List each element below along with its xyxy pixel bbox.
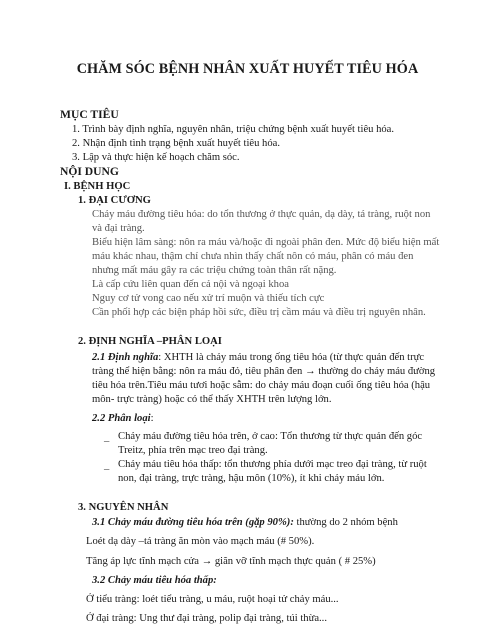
cause-line: Loét dạ dày –tá tràng ăn mòn vào mạch máu (# 50%). [86,536,315,547]
cause-line: Tăng áp lực tĩnh mạch cửa → giãn vỡ tĩnh mạch thực quản ( # 25%) [86,556,376,567]
cause-lower-label: 3.2 Chảy máu tiêu hóa thấp: [92,575,217,586]
dai-cuong-line: Chảy máu đường tiêu hóa: do tổn thương ở thực quản, dạ dày, tá tràng, ruột non [92,209,431,220]
heading-noi-dung: NỘI DUNG [60,165,119,178]
classification-heading [92,412,154,426]
subsection-nguyen-nhan: 3. NGUYÊN NHÂN [78,502,169,513]
classification-item-line: Chảy máu tiêu hóa thấp: tổn thương phía dưới mạc treo đại tràng, từ ruột [118,459,427,470]
dai-cuong-line: nhưng mất máu gây ra các triệu chứng toàn thân rất nặng. [92,265,337,276]
heading-muc-tieu: MỤC TIÊU [60,108,119,121]
classification-item-line: non, đại tràng, trực tràng, hậu môn (10%), ít khi chảy máu lớn. [118,473,385,484]
dai-cuong-line: Biểu hiện lâm sàng: nôn ra máu và/hoặc đi ngoài phân đen. Mức độ biểu hiện mất [92,237,440,248]
section-benh-hoc: I. BỆNH HỌC [64,181,131,192]
classification-colon: : [150,413,154,424]
definition-line: tràng thể hiện bằng: nôn ra máu đỏ, tiêu phân đen → thường do chảy máu đường [92,366,436,377]
classification-item-line: Treitz, phía trên mạc treo đại tràng. [118,445,268,456]
objective-item-1: 1. Trình bày định nghĩa, nguyên nhân, triệu chứng bệnh xuất huyết tiêu hóa. [72,124,395,135]
cause-line: Ở tiểu tràng: loét tiểu tràng, u máu, ruột hoại tử chảy máu... [86,594,339,605]
cause-upper-heading [92,516,398,530]
definition-line: môn- trực tràng) hoặc có thể thấy XHTH trên lượng lớn. [92,394,332,405]
document-title: CHĂM SÓC BỆNH NHÂN XUẤT HUYẾT TIÊU HÓA [76,61,419,77]
cause-line: Ở đại tràng: Ung thư đại tràng, polip đại tràng, túi thừa... [86,613,327,624]
classification-label: 2.2 Phân loại [92,413,151,424]
definition-label: 2.1 Định nghĩa [92,352,159,363]
dash-bullet: _ [104,460,110,471]
objective-item-2: 2. Nhận định tình trạng bệnh xuất huyết tiêu hóa. [72,138,281,149]
cause-upper-label: 3.1 Chảy máu đường tiêu hóa trên (gặp 90%): [92,517,294,528]
definition-line: tiêu hóa trên.Tiêu máu tươi hoặc sẫm: do chảy máu đoạn cuối ống tiêu hóa (hậu [92,380,431,391]
objective-item-3: 3. Lập và thực hiện kế hoạch chăm sóc. [72,152,240,163]
dai-cuong-line: Cần phối hợp các biện pháp hồi sức, điều trị cầm máu và điều trị nguyên nhân. [92,307,426,318]
dash-bullet: _ [104,432,110,443]
dai-cuong-line: Nguy cơ tử vong cao nếu xử trí muộn và thiếu tích cực [92,293,325,304]
dai-cuong-line: máu khác nhau, thậm chí chưa nhìn thấy chất nôn có máu, phân có máu đen [92,251,414,262]
dai-cuong-line: Là cấp cứu liên quan đến cả nội và ngoại khoa [92,279,289,290]
definition-text: : XHTH là chảy máu trong ống tiêu hóa (từ thực quản đến trực [158,352,425,363]
subsection-dai-cuong: 1. ĐẠI CƯƠNG [78,195,151,206]
cause-upper-text: thường do 2 nhóm bệnh [293,517,398,528]
classification-item-line: Chảy máu đường tiêu hóa trên, ở cao: Tổn thương từ thực quản đến góc [118,431,423,442]
subsection-dinh-nghia: 2. ĐỊNH NGHĨA –PHÂN LOẠI [78,336,222,347]
dai-cuong-line: và đại tràng. [92,223,145,234]
definition-first-line [92,351,424,365]
